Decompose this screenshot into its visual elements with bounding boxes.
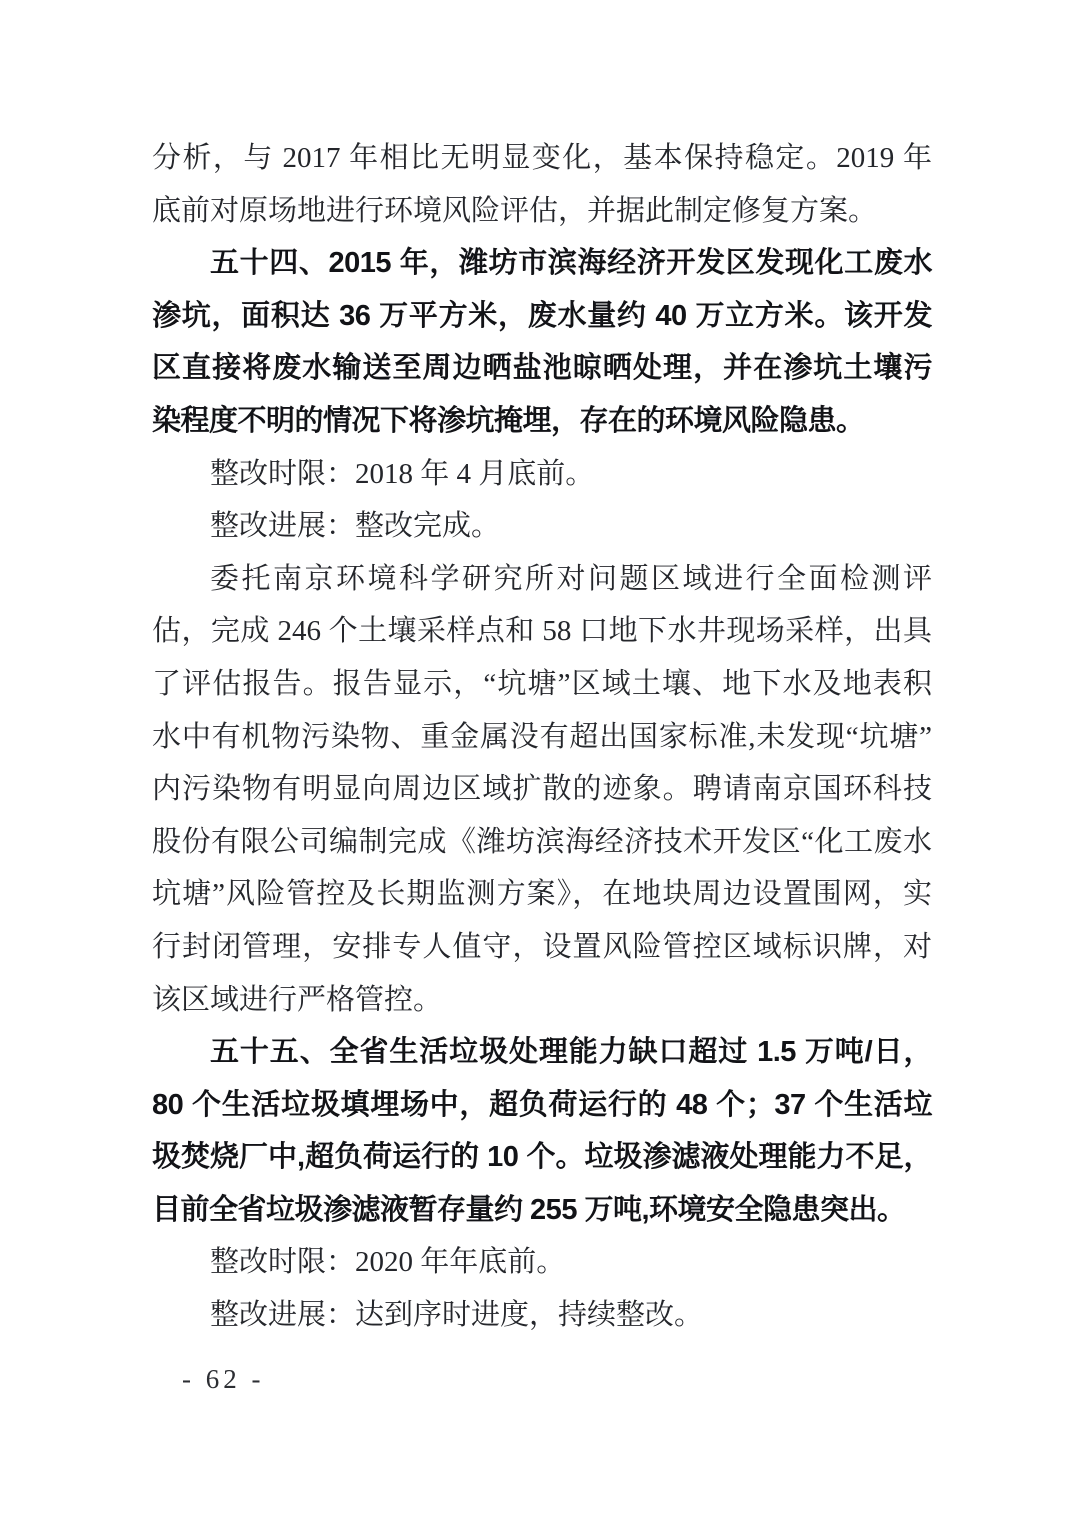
text-line: 了评估报告。报告显示，“坑塘”区域土壤、地下水及地表积	[152, 667, 932, 700]
paragraph	[152, 448, 932, 501]
text-line: 股份有限公司编制完成《潍坊滨海经济技术开发区“化工废水	[152, 825, 932, 858]
text-line: 坑塘”风险管控及长期监测方案》，在地块周边设置围网，实	[152, 878, 932, 911]
paragraph	[152, 237, 932, 447]
text-line: 估，完成 246 个土壤采样点和 58 口地下水井现场采样，出具	[152, 615, 932, 648]
text-line: 整改时限：2018 年 4 月底前。	[210, 457, 595, 490]
text-line: 目前全省垃圾渗滤液暂存量约 255 万吨,环境安全隐患突出。	[152, 1193, 906, 1226]
text-line: 整改时限：2020 年年底前。	[210, 1246, 566, 1279]
text-line: 行封闭管理，安排专人值守，设置风险管控区域标识牌，对	[152, 930, 932, 963]
text-line: 底前对原场地进行环境风险评估，并据此制定修复方案。	[152, 194, 878, 227]
text-line: 整改进展：整改完成。	[210, 510, 501, 543]
text-line: 该区域进行严格管控。	[152, 983, 443, 1016]
text-line: 80 个生活垃圾填埋场中，超负荷运行的 48 个；37 个生活垃	[152, 1088, 932, 1121]
text-line: 五十四、2015 年，潍坊市滨海经济开发区发现化工废水	[210, 247, 932, 280]
paragraph	[152, 1026, 932, 1236]
text-line: 圾焚烧厂中,超负荷运行的 10 个。垃圾渗滤液处理能力不足，	[152, 1141, 932, 1174]
text-line: 内污染物有明显向周边区域扩散的迹象。聘请南京国环科技	[152, 773, 932, 806]
text-line: 五十五、全省生活垃圾处理能力缺口超过 1.5 万吨/日，	[210, 1036, 932, 1069]
paragraph	[152, 1289, 932, 1342]
document-body	[152, 132, 932, 1342]
text-line: 区直接将废水输送至周边晒盐池晾晒处理，并在渗坑土壤污	[152, 352, 932, 385]
paragraph	[152, 1236, 932, 1289]
paragraph	[152, 553, 932, 1026]
page-number: - 62 -	[182, 1364, 265, 1394]
text-line: 分析，与 2017 年相比无明显变化，基本保持稳定。2019 年	[152, 142, 932, 174]
text-line: 委托南京环境科学研究所对问题区域进行全面检测评	[210, 562, 932, 595]
text-line: 水中有机物污染物、重金属没有超出国家标准,未发现“坑塘”	[152, 720, 932, 753]
text-line: 整改进展：达到序时进度，持续整改。	[210, 1299, 704, 1332]
text-line: 染程度不明的情况下将渗坑掩埋，存在的环境风险隐患。	[152, 404, 865, 437]
paragraph	[152, 500, 932, 553]
text-line: 渗坑，面积达 36 万平方米，废水量约 40 万立方米。该开发	[152, 299, 932, 332]
paragraph	[152, 132, 932, 237]
